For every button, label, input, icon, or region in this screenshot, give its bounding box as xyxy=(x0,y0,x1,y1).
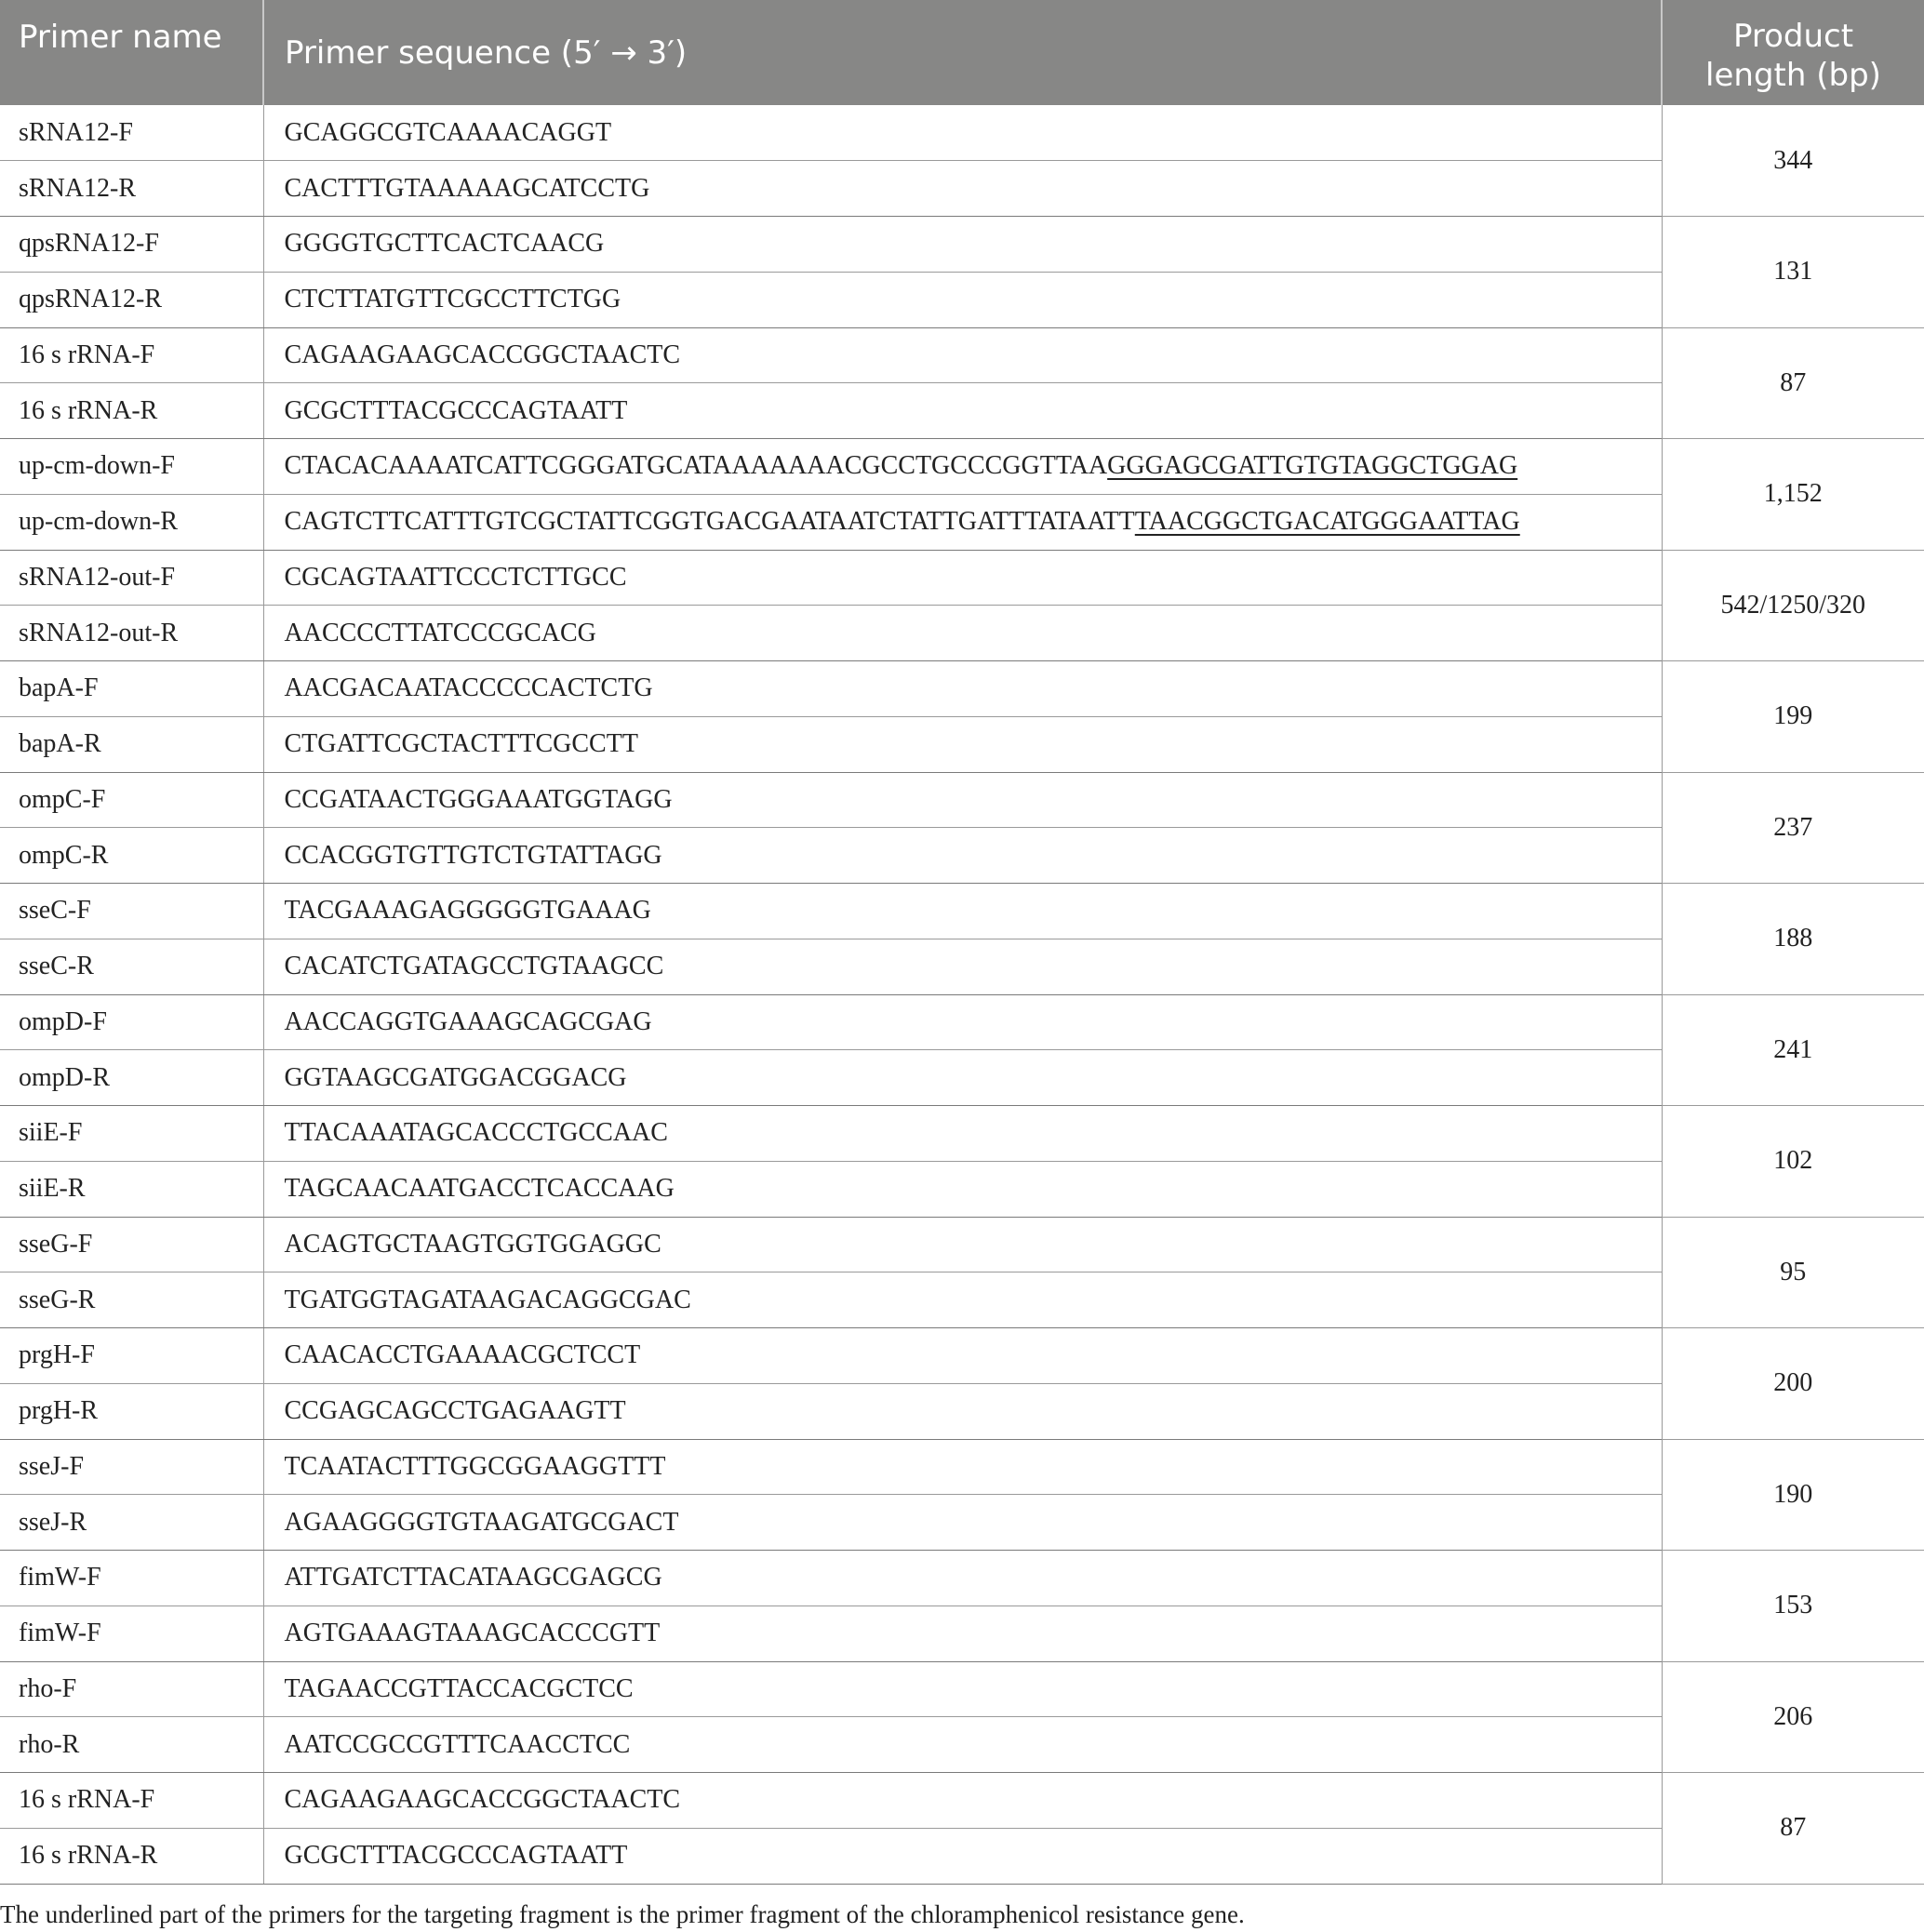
primer-sequence-cell xyxy=(263,1606,1662,1661)
product-length-cell: 87 xyxy=(1662,327,1924,439)
product-length-cell: 344 xyxy=(1662,105,1924,217)
primer-sequence-cell xyxy=(263,661,1662,717)
primer-sequence-cell xyxy=(263,1661,1662,1717)
table-row xyxy=(0,1272,1924,1328)
primer-name-cell: bapA-F xyxy=(0,661,263,717)
primer-sequence-text: CTCTTATGTTCGCCTTCTGG xyxy=(284,285,621,314)
primer-sequence-cell xyxy=(263,1050,1662,1106)
primer-sequence-text: TTACAAATAGCACCCTGCCAAC xyxy=(284,1118,668,1148)
table-body xyxy=(0,105,1924,1884)
table-row xyxy=(0,494,1924,550)
product-length-cell: 199 xyxy=(1662,661,1924,773)
header-primer-name: Primer name xyxy=(0,0,263,105)
primer-name-cell: sRNA12-out-F xyxy=(0,550,263,606)
product-length-cell: 153 xyxy=(1662,1551,1924,1662)
primer-sequence-text: TCAATACTTTGGCGGAAGGTTT xyxy=(284,1451,666,1481)
primer-sequence-cell xyxy=(263,494,1662,550)
product-length-cell: 1,152 xyxy=(1662,439,1924,551)
primer-sequence-cell xyxy=(263,217,1662,273)
table-row xyxy=(0,1773,1924,1829)
table-footnote: The underlined part of the primers for the targeting fragment is the primer fragment of the chloramphenicol resistance gene. xyxy=(0,1900,1245,1928)
primer-sequence-cell xyxy=(263,939,1662,994)
primer-sequence-text: CCGATAACTGGGAAATGGTAGG xyxy=(284,784,673,814)
primer-sequence-cell xyxy=(263,383,1662,439)
primer-name-cell: qpsRNA12-F xyxy=(0,217,263,273)
header-product-length-line1: Product xyxy=(1732,18,1854,55)
primer-sequence-text: CAGAAGAAGCACCGGCTAACTC xyxy=(284,1785,681,1815)
table-row xyxy=(0,994,1924,1050)
product-length-cell: 241 xyxy=(1662,994,1924,1106)
table-row xyxy=(0,1217,1924,1272)
primer-sequence-text: ATTGATCTTACATAAGCGAGCG xyxy=(284,1563,662,1592)
primer-sequence-cell xyxy=(263,994,1662,1050)
table-row xyxy=(0,1495,1924,1551)
primer-name-cell: ompC-F xyxy=(0,772,263,828)
primer-sequence-text: GGTAAGCGATGGACGGACG xyxy=(284,1062,627,1092)
primer-name-cell: fimW-F xyxy=(0,1606,263,1661)
primer-sequence-cell xyxy=(263,716,1662,772)
product-length-cell: 237 xyxy=(1662,772,1924,884)
primer-sequence-cell xyxy=(263,772,1662,828)
primer-sequence-underlined: GGGAGCGATTGTGTAGGCTGGAG xyxy=(1107,451,1518,481)
product-length-cell: 206 xyxy=(1662,1661,1924,1773)
primer-name-cell: up-cm-down-R xyxy=(0,494,263,550)
primer-sequence-cell xyxy=(263,1439,1662,1495)
primer-sequence-cell xyxy=(263,1828,1662,1884)
primer-name-cell: siiE-R xyxy=(0,1161,263,1217)
table-row xyxy=(0,1828,1924,1884)
primer-name-cell: 16 s rRNA-R xyxy=(0,383,263,439)
primer-sequence-text: TAGCAACAATGACCTCACCAAG xyxy=(284,1174,675,1204)
primer-sequence-text: CCACGGTGTTGTCTGTATTAGG xyxy=(284,840,662,870)
primer-sequence-text: AACGACAATACCCCCACTCTG xyxy=(284,673,653,703)
primer-name-cell: ompD-F xyxy=(0,994,263,1050)
table-row xyxy=(0,606,1924,661)
primer-name-cell: prgH-F xyxy=(0,1328,263,1384)
primer-name-cell: fimW-F xyxy=(0,1551,263,1606)
primer-sequence-text: CTACACAAAATCATTCGGGATGCATAAAAAAACGCCTGCCCGGTTAA xyxy=(284,451,1108,481)
product-length-cell: 188 xyxy=(1662,884,1924,995)
product-length-cell: 87 xyxy=(1662,1773,1924,1885)
table-row xyxy=(0,217,1924,273)
primer-sequence-text: CCGAGCAGCCTGAGAAGTT xyxy=(284,1396,626,1426)
primer-sequence-text: GCAGGCGTCAAAACAGGT xyxy=(284,117,612,147)
primer-name-cell: 16 s rRNA-F xyxy=(0,1773,263,1829)
product-length-cell: 200 xyxy=(1662,1328,1924,1440)
primer-sequence-cell xyxy=(263,1106,1662,1162)
table-row xyxy=(0,1050,1924,1106)
primer-name-cell: siiE-F xyxy=(0,1106,263,1162)
primer-sequence-text: AACCAGGTGAAAGCAGCGAG xyxy=(284,1006,652,1036)
table-row xyxy=(0,1717,1924,1773)
primer-name-cell: rho-F xyxy=(0,1661,263,1717)
table-row xyxy=(0,1439,1924,1495)
table-row xyxy=(0,1161,1924,1217)
primer-name-cell: prgH-R xyxy=(0,1383,263,1439)
table-row xyxy=(0,828,1924,884)
primer-sequence-cell xyxy=(263,105,1662,161)
primer-name-cell: qpsRNA12-R xyxy=(0,272,263,327)
primer-sequence-text: AATCCGCCGTTTCAACCTCC xyxy=(284,1729,631,1759)
table-row xyxy=(0,1106,1924,1162)
primer-name-cell: sseJ-F xyxy=(0,1439,263,1495)
primer-sequence-text: TGATGGTAGATAAGACAGGCGAC xyxy=(284,1285,691,1314)
primer-sequence-cell xyxy=(263,828,1662,884)
header-row xyxy=(0,0,1924,105)
product-length-cell: 190 xyxy=(1662,1439,1924,1551)
primer-sequence-text: CACATCTGATAGCCTGTAAGCC xyxy=(284,952,664,981)
primer-sequence-cell xyxy=(263,1717,1662,1773)
primer-sequence-text: CAACACCTGAAAACGCTCCT xyxy=(284,1340,641,1370)
primer-sequence-cell xyxy=(263,884,1662,939)
primer-sequence-cell xyxy=(263,272,1662,327)
table-row xyxy=(0,161,1924,217)
product-length-cell: 542/1250/320 xyxy=(1662,550,1924,661)
primer-sequence-cell xyxy=(263,550,1662,606)
primer-sequence-cell xyxy=(263,1328,1662,1384)
header-primer-sequence: Primer sequence (5′ → 3′) xyxy=(263,0,1662,105)
primer-sequence-cell xyxy=(263,1161,1662,1217)
primer-sequence-text: AACCCCTTATCCCGCACG xyxy=(284,618,596,647)
table-row xyxy=(0,1661,1924,1717)
primer-name-cell: sRNA12-out-R xyxy=(0,606,263,661)
primer-name-cell: sseG-R xyxy=(0,1272,263,1328)
table-row xyxy=(0,439,1924,495)
primer-name-cell: sseJ-R xyxy=(0,1495,263,1551)
primer-sequence-text: AGAAGGGGTGTAAGATGCGACT xyxy=(284,1507,679,1537)
primer-sequence-cell xyxy=(263,606,1662,661)
primer-sequence-text: TAGAACCGTTACCACGCTCC xyxy=(284,1673,634,1703)
table-row xyxy=(0,1606,1924,1661)
primer-sequence-cell xyxy=(263,1495,1662,1551)
table-row xyxy=(0,772,1924,828)
primer-sequence-text: GGGGTGCTTCACTCAACG xyxy=(284,229,605,259)
primer-sequence-cell xyxy=(263,1383,1662,1439)
table-row xyxy=(0,272,1924,327)
table-row xyxy=(0,550,1924,606)
table-row xyxy=(0,383,1924,439)
primer-name-cell: sseC-R xyxy=(0,939,263,994)
primer-sequence-text: GCGCTTTACGCCCAGTAATT xyxy=(284,1841,628,1871)
primer-sequence-text: AGTGAAAGTAAAGCACCCGTT xyxy=(284,1619,661,1648)
primer-sequence-cell xyxy=(263,1272,1662,1328)
table-row xyxy=(0,1551,1924,1606)
header-product-length-line2: length (bp) xyxy=(1705,57,1881,94)
primer-name-cell: sseC-F xyxy=(0,884,263,939)
primer-name-cell: up-cm-down-F xyxy=(0,439,263,495)
primer-sequence-underlined: TAACGGCTGACATGGGAATTAG xyxy=(1134,507,1520,537)
primer-name-cell: 16 s rRNA-F xyxy=(0,327,263,383)
primer-sequence-text: CGCAGTAATTCCCTCTTGCC xyxy=(284,562,627,592)
primer-sequence-cell xyxy=(263,1773,1662,1829)
table-row xyxy=(0,939,1924,994)
table-row xyxy=(0,716,1924,772)
primer-sequence-cell xyxy=(263,161,1662,217)
primer-sequence-text: ACAGTGCTAAGTGGTGGAGGC xyxy=(284,1229,661,1259)
primer-sequence-text: TACGAAAGAGGGGGTGAAAG xyxy=(284,896,651,926)
primer-sequence-cell xyxy=(263,439,1662,495)
primer-name-cell: rho-R xyxy=(0,1717,263,1773)
primer-sequence-text: CACTTTGTAAAAAGCATCCTG xyxy=(284,173,650,203)
table-row xyxy=(0,105,1924,161)
product-length-cell: 102 xyxy=(1662,1106,1924,1218)
table-row xyxy=(0,884,1924,939)
primer-name-cell: ompD-R xyxy=(0,1050,263,1106)
primer-sequence-cell xyxy=(263,1551,1662,1606)
header-product-length xyxy=(1662,0,1924,105)
product-length-cell: 131 xyxy=(1662,217,1924,328)
primer-sequence-text: GCGCTTTACGCCCAGTAATT xyxy=(284,395,628,425)
table-row xyxy=(0,661,1924,717)
table-row xyxy=(0,1383,1924,1439)
product-length-cell: 95 xyxy=(1662,1217,1924,1328)
primer-sequence-text: CTGATTCGCTACTTTCGCCTT xyxy=(284,729,638,759)
primer-sequence-cell xyxy=(263,327,1662,383)
primer-name-cell: sRNA12-R xyxy=(0,161,263,217)
primer-name-cell: sRNA12-F xyxy=(0,105,263,161)
primer-name-cell: sseG-F xyxy=(0,1217,263,1272)
primer-sequence-cell xyxy=(263,1217,1662,1272)
table-row xyxy=(0,327,1924,383)
primer-name-cell: ompC-R xyxy=(0,828,263,884)
primer-name-cell: bapA-R xyxy=(0,716,263,772)
primer-name-cell: 16 s rRNA-R xyxy=(0,1828,263,1884)
primer-sequence-text: CAGTCTTCATTTGTCGCTATTCGGTGACGAATAATCTATTGATTTATAATT xyxy=(284,507,1135,537)
table-row xyxy=(0,1328,1924,1384)
primer-sequence-text: CAGAAGAAGCACCGGCTAACTC xyxy=(284,340,681,369)
